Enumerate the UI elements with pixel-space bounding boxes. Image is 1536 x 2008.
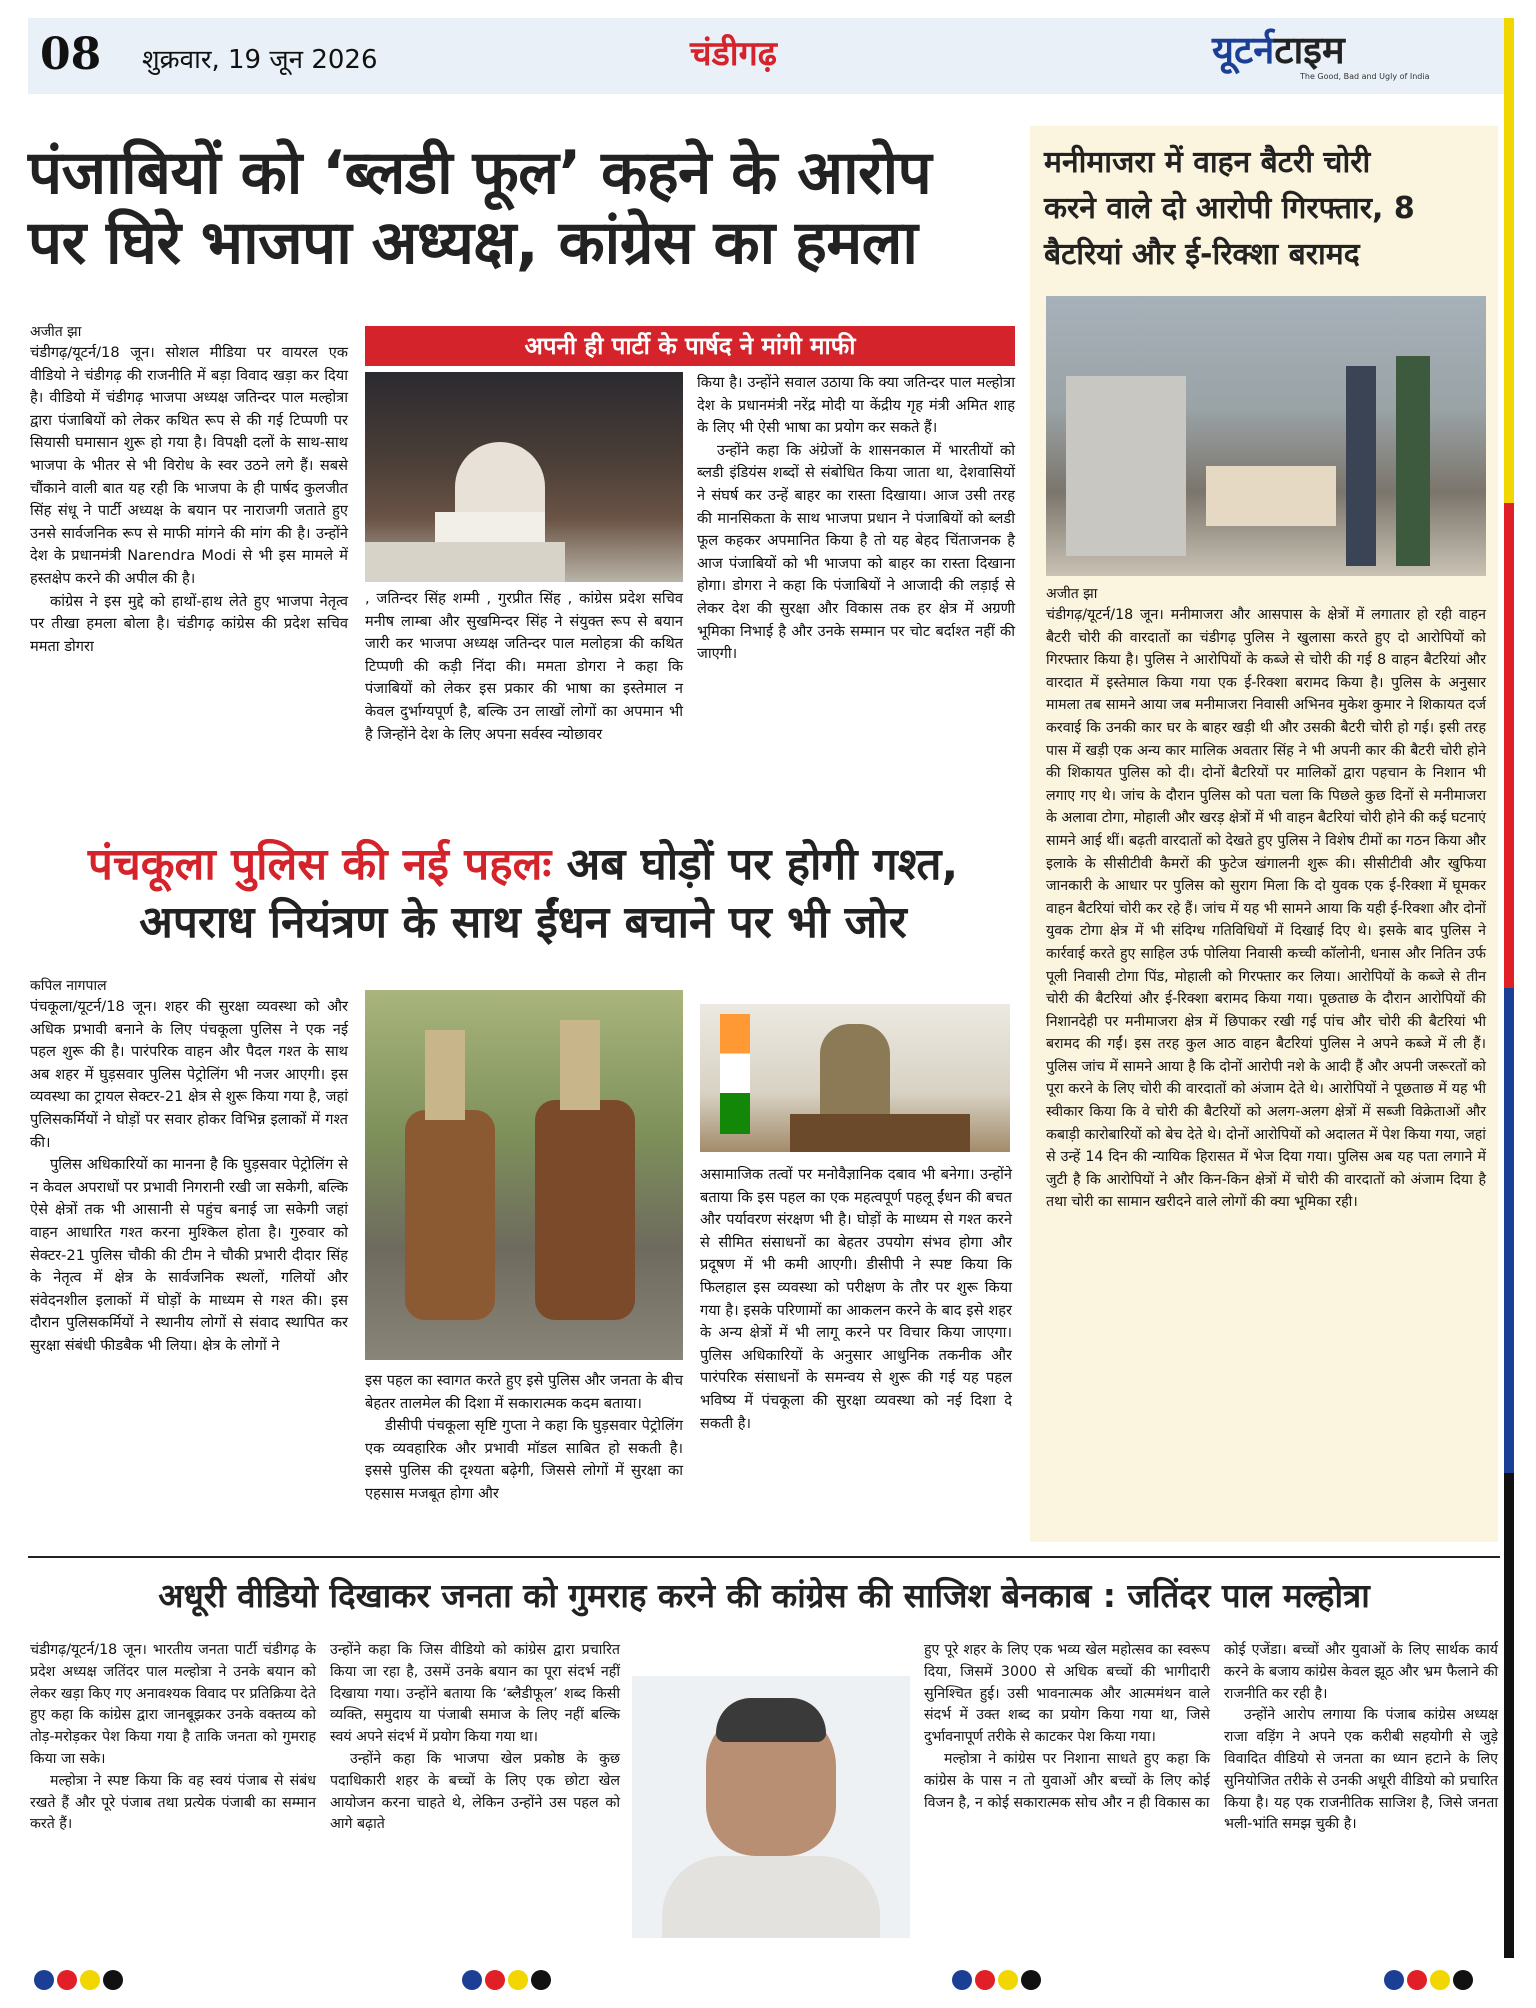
register-dots-1 [34,1970,126,1994]
story3-photo-dcp-at-desk [700,1004,1010,1152]
story3-column-1 [30,996,348,1358]
story3-photo-mounted-police [365,990,683,1360]
story3-headline-prefix: पंचकूला पुलिस की नई पहलः [87,839,552,890]
story3-paragraph: असामाजिक तत्वों पर मनोवैज्ञानिक दबाव भी बनेगा। उन्होंने बताया कि इस पहल का एक महत्वपूर्ण पहलू ईंधन की बचत और पर्यावरण संरक्षण भी है। घोड़ों के माध्यम से गश्त करने से सीमित संसाधनों का बेहतर उपयोग संभव होगा और प्रदूषण में भी कमी आएगी। डीसीपी ने स्पष्ट किया कि फिलहाल इस व्यवस्था को परीक्षण के तौर पर शुरू किया गया है। इसके परिणामों का आकलन करने के बाद इसे शहर के अन्य क्षेत्रों में भी लागू करने पर विचार किया जाएगा। पुलिस अधिकारियों के अनुसार आधुनिक तकनीक और पारंपरिक संसाधनों के समन्वय से शुरू की गई यह पहल भविष्य में पंचकूला की सुरक्षा व्यवस्था को नई दिशा दे सकती है। [700,1166,1012,1432]
story3-paragraph: पंचकूला/यूटर्न/18 जून। शहर की सुरक्षा व्यवस्था को और अधिक प्रभावी बनाने के लिए पंचकूला पुलिस ने एक नई पहल शुरू की है। पारंपरिक वाहन और पैदल गश्त के साथ अब शहर में घुड़सवार पुलिस पेट्रोलिंग भी नजर आएगी। इस व्यवस्था का ट्रायल सेक्टर-21 क्षेत्र से शुरू किया गया है, जहां पुलिसकर्मियों ने घोड़ों पर सवार होकर विभिन्न इलाकों में गश्त की। [30,998,348,1151]
story4-paragraph: चंडीगढ़/यूटर्न/18 जून। भारतीय जनता पार्टी चंडीगढ़ के प्रदेश अध्यक्ष जतिंदर पाल मल्होत्रा ने उनके बयान को लेकर खड़ा किए गए अनावश्यक विवाद पर प्रतिक्रिया देते हुए कहा कि कांग्रेस द्वारा जानबूझकर उनके वक्तव्य को तोड़-मरोड़कर पेश किया गया है ताकि जनता को गुमराह किया जा सके। [30,1642,316,1767]
register-dots-2 [462,1970,554,1994]
story3-paragraph: पुलिस अधिकारियों का मानना है कि घुड़सवार पेट्रोलिंग से न केवल अपराधों पर प्रभावी निगरानी रखी जा सकेगी, बल्कि ऐसे क्षेत्रों तक भी आसानी से पहुंच बनाई जा सकेगी जहां वाहन आधारित गश्त करना मुश्किल होता है। गुरुवार को सेक्टर-21 पुलिस चौकी की टीम ने चौकी प्रभारी दीदार सिंह के नेतृत्व में क्षेत्र के सार्वजनिक स्थलों, गलियों और संवेदनशील इलाकों में घोड़ों के माध्यम से गश्त की। इस दौरान पुलिसकर्मियों ने स्थानीय लोगों से संवाद स्थापित कर सुरक्षा संबंधी फीडबैक भी लिया। क्षेत्र के लोगों ने [30,1156,348,1354]
story1-column-1 [30,342,348,658]
story3-paragraph: इस पहल का स्वागत करते हुए इसे पुलिस और जनता के बीच बेहतर तालमेल की दिशा में सकारात्मक कदम बताया। [365,1372,683,1412]
story1-subheadline: अपनी ही पार्टी के पार्षद ने मांगी माफी [524,332,856,360]
story1-photo-bjp-leader-speaking [365,372,683,582]
story4-column-4 [1224,1640,1498,1836]
story1-subheadline-band [365,326,1015,366]
story3-column-2 [365,1370,683,1506]
story4-rule-top [28,1556,1500,1558]
story2-headline-line1: मनीमाजरा में वाहन बैटरी चोरी [1044,145,1371,180]
city-name: चंडीगढ़ [690,34,777,74]
story3-headline-line1: अब घोड़ों पर होगी गश्त, [551,839,959,890]
story1-headline [28,138,1008,278]
story3-column-3 [700,1164,1012,1435]
story1-paragraph: किया है। उन्होंने सवाल उठाया कि क्या जतिन्दर पाल मल्होत्रा देश के प्रधानमंत्री नरेंद्र मोदी या केंद्रीय गृह मंत्री अमित शाह के लिए भी ऐसी भाषा का प्रयोग कर सकते हैं। [697,374,1015,437]
story4-paragraph: मल्होत्रा ने स्पष्ट किया कि वह स्वयं पंजाब से संबंध रखते हैं और पूरे पंजाब तथा प्रत्येक पंजाबी का सम्मान करते हैं। [30,1772,316,1833]
story1-paragraph: उन्होंने कहा कि अंग्रेजों के शासनकाल में भारतीयों को ब्लडी इंडियंस शब्दों से संबोधित किया जाता था, देशवासियों ने संघर्ष कर उन्हें बाहर का रास्ता दिखाया। आज उसी तरह की मानसिकता के साथ भाजपा प्रधान ने पंजाबियों को ब्लडी फूल कहकर अपमानित किया है तो यह बेहद चिंताजनक है आज पंजाबियों को भी भाजपा को बाहर का रास्ता दिखाना होगा। डोगरा ने कहा कि पंजाबियों ने आजादी की लड़ाई से लेकर देश की सुरक्षा और विकास तक हर क्षेत्र में अग्रणी भूमिका निभाई है और उनके सम्मान पर चोट बर्दाश्त नहीं की जाएगी। [697,441,1015,663]
color-register-bar [1504,18,1514,1958]
story2-author: अजीत झा [1046,586,1098,602]
story1-author: अजीत झा [30,324,82,340]
story1-paragraph: , जतिन्दर सिंह शम्मी , गुरप्रीत सिंह , कांग्रेस प्रदेश सचिव मनीष लाम्बा और सुखमिन्दर सिंह ने संयुक्त रूप से बयान जारी कर भाजपा अध्यक्ष जतिन्दर पाल मलोहत्रा की कथित टिप्पणी की कड़ी निंदा की। ममता डोगरा ने कहा कि पंजाबियों को लेकर इस प्रकार की भाषा का इस्तेमाल न केवल दुर्भाग्यपूर्ण है, बल्कि उन लाखों लोगों का अपमान भी है जिन्होंने देश के लिए अपना सर्वस्व न्योछावर [365,590,683,743]
story4-photo-malhotra-portrait [632,1676,910,1938]
story2-headline-line2: करने वाले दो आरोपी गिरफ्तार, 8 [1044,191,1415,226]
story4-headline: अधूरी वीडियो दिखाकर जनता को गुमराह करने की कांग्रेस की साजिश बेनकाब : जतिंदर पाल मल्होत्रा [158,1576,1370,1615]
register-dots-4 [1384,1970,1476,1994]
story1-headline-line2: पर घिरे भाजपा अध्यक्ष, कांग्रेस का हमला [28,208,918,278]
story2-headline-line3: बैटरियां और ई-रिक्शा बरामद [1044,237,1360,272]
story1-column-2 [365,588,683,746]
page-number: 08 [40,29,102,80]
story2-headline [1044,140,1494,278]
story4-paragraph: हुए पूरे शहर के लिए एक भव्य खेल महोत्सव का स्वरूप दिया, जिसमें 3000 से अधिक बच्चों की भागीदारी सुनिश्चित हुई। उसी भावनात्मक और आत्ममंथन वाले संदर्भ में उक्त शब्द का प्रयोग किया गया था, जिसे दुर्भावनापूर्ण तरीके से काटकर पेश किया गया। [924,1642,1210,1746]
story4-paragraph: उन्होंने कहा कि भाजपा खेल प्रकोष्ठ के कुछ पदाधिकारी शहर के बच्चों के लिए एक छोटा खेल आयोजन करना चाहते थे, लेकिन उन्होंने उस पहल को आगे बढ़ाते [330,1750,620,1833]
story1-headline-line1: पंजाबियों को ‘ब्लडी फूल’ कहने के आरोप [28,138,932,208]
story1-paragraph: कांग्रेस ने इस मुद्दे को हाथों-हाथ लेते हुए भाजपा नेतृत्व पर तीखा हमला बोला है। चंडीगढ़ कांग्रेस की प्रदेश सचिव ममता डोगरा [30,592,348,655]
story4-paragraph: उन्होंने आरोप लगाया कि पंजाब कांग्रेस अध्यक्ष राजा वड़िंग ने अपने एक करीबी सहयोगी से जुड़े विवादित वीडियो से जनता का ध्यान हटाने के लिए सुनियोजित तरीके से उनकी अधूरी वीडियो को प्रचारित किया है। यह एक राजनीतिक साजिश है, जिसे जनता भली-भांति समझ चुकी है। [1224,1707,1498,1833]
issue-date: शुक्रवार, 19 जून 2026 [142,45,378,75]
story4-paragraph: उन्होंने कहा कि जिस वीडियो को कांग्रेस द्वारा प्रचारित किया जा रहा है, उसमें उनके बयान का पूरा संदर्भ नहीं दिखाया गया। उन्होंने बताया कि ‘ब्लैडीफूल’ शब्द किसी व्यक्ति, समुदाय या पंजाबी समाज के लिए नहीं बल्कि स्वयं अपने संदर्भ में प्रयोग किया गया था। [330,1642,620,1746]
story3-headline [28,836,1018,952]
story3-headline-line2: अपराध नियंत्रण के साथ ईंधन बचाने पर भी जोर [139,897,907,948]
story4-paragraph: मल्होत्रा ने कांग्रेस पर निशाना साधते हुए कहा कि कांग्रेस के पास न तो युवाओं और बच्चों के लिए कोई विजन है, न कोई सकारात्मक सोच और न ही विकास का [924,1750,1210,1811]
masthead-logo [1212,28,1502,86]
story4-column-1 [30,1640,316,1836]
story4-column-2 [330,1640,620,1836]
story4-paragraph: कोई एजेंडा। बच्चों और युवाओं के लिए सार्थक कार्य करने के बजाय कांग्रेस केवल झूठ और भ्रम फैलाने की राजनीति कर रही है। [1224,1642,1498,1702]
logo-word-2: टाइम [1274,28,1345,72]
story2-body [1046,604,1486,1214]
story1-paragraph: चंडीगढ़/यूटर्न/18 जून। सोशल मीडिया पर वायरल एक वीडियो ने चंडीगढ़ की राजनीति में बड़ा विवाद खड़ा कर दिया है। वीडियो में चंडीगढ़ भाजपा अध्यक्ष जतिन्दर पाल मल्होत्रा द्वारा पंजाबियों को लेकर कथित रूप से की गई टिप्पणी पर सियासी घमासान शुरू हो गया है। विपक्षी दलों के साथ-साथ भाजपा के भीतर से भी विरोध के स्वर उठने लगे हैं। सबसे चौंकाने वाली बात यह रही कि भाजपा के ही पार्षद कुलजीत सिंह संधू ने पार्टी अध्यक्ष के बयान पर नाराजगी जताते हुए उनसे सार्वजनिक रूप से माफी मांगने की मांग की है। उन्होंने देश के प्रधानमंत्री Narendra Modi से भी इस मामले में हस्तक्षेप करने की अपील की है। [30,344,348,587]
story1-column-3 [697,372,1015,666]
story2-photo-police-with-recovered-batteries [1046,296,1486,576]
story3-author: कपिल नागपाल [30,978,107,994]
story3-paragraph: डीसीपी पंचकूला सृष्टि गुप्ता ने कहा कि घुड़सवार पेट्रोलिंग एक व्यवहारिक और प्रभावी मॉडल साबित हो सकती है। इससे पुलिस की दृश्यता बढ़ेगी, जिससे लोगों में सुरक्षा का एहसास मजबूत होगा और [365,1417,683,1502]
story2-paragraph: चंडीगढ़/यूटर्न/18 जून। मनीमाजरा और आसपास के क्षेत्रों में लगातार हो रही वाहन बैटरी चोरी की वारदातों का चंडीगढ़ पुलिस ने खुलासा करते हुए दो आरोपियों को गिरफ्तार किया है। पुलिस ने आरोपियों के कब्जे से चोरी की गई 8 वाहन बैटरियां और वारदात में इस्तेमाल किया गया एक ई-रिक्शा बरामद किया है। पुलिस के अनुसार मामला तब सामने आया जब मनीमाजरा निवासी अभिनव मुकेश कुमार ने शिकायत दर्ज करवाई कि उनकी कार घर के बाहर खड़ी थी और उसकी बैटरी चोरी हो गई। इसी तरह पास में खड़ी एक अन्य कार मालिक अवतार सिंह ने भी अपनी कार की बैटरी चोरी होने की शिकायत पुलिस को दी। दोनों बैटरियों पर मालिकों द्वारा पहचान के निशान भी लगाए गए थे। जांच के दौरान पुलिस को पता चला कि पिछले कुछ दिनों से मनीमाजरा के अलावा टोगा, मोहाली और खरड़ क्षेत्रों में भी वाहन बैटरियां चोरी होने की कई घटनाएं सामने आई थीं। बढ़ती वारदातों को देखते हुए पुलिस ने विशेष टीमों का गठन किया और इलाके के सीसीटीवी कैमरों की फुटेज खंगालनी शुरू की। सीसीटीवी और खुफिया जानकारी के आधार पर पुलिस को सुराग मिला कि दो युवक एक ई-रिक्शा में घूमकर वाहन बैटरियां चोरी कर रहे हैं। जांच में यह भी सामने आया कि यही ई-रिक्शा और दोनों युवक टोगा क्षेत्र में भी संदिग्ध गतिविधियों में दिखाई दिए थे। इसके बाद पुलिस ने कार्रवाई करते हुए साहिल उर्फ पोलिया निवासी कच्ची कॉलोनी, धनास और नितिन उर्फ पूली निवासी टोगा पिंड, मोहाली को गिरफ्तार कर लिया। आरोपियों के कब्जे से तीन चोरी की बैटरियां और ई-रिक्शा बरामद किया गया। पूछताछ के दौरान आरोपियों की निशानदेही पर मनीमाजरा क्षेत्र में छिपाकर रखी गई पांच और चोरी की बैटरियां भी बरामद की गईं। इस तरह कुल आठ वाहन बैटरियां पुलिस ने अपने कब्जे में ली हैं। पुलिस जांच में सामने आया है कि दोनों आरोपी नशे के आदी हैं और अपनी जरूरतों को पूरा करने के लिए चोरी की वारदातों को अंजाम देते थे। आरोपियों ने पूछताछ में यह भी स्वीकार किया कि वे चोरी की बैटरियों को अलग-अलग क्षेत्रों में सब्जी विक्रेताओं और कबाड़ी कारोबारियों को बेच देते थे। दोनों आरोपियों को अदालत में पेश किया गया, जहां से उन्हें 14 दिन की न्यायिक हिरासत में भेज दिया गया। पुलिस अब यह पता लगाने में जुटी है कि आरोपियों ने और किन-किन क्षेत्रों में चोरी की वारदातों को अंजाम दिया है तथा चोरी का सामान खरीदने वाले लोगों की क्या भूमिका रही। [1046,607,1486,1211]
story4-column-3 [924,1640,1210,1814]
logo-word-1: यूटर्न [1212,28,1275,72]
register-dots-3 [952,1970,1044,1994]
logo-tagline: The Good, Bad and Ugly of India [1300,72,1430,81]
